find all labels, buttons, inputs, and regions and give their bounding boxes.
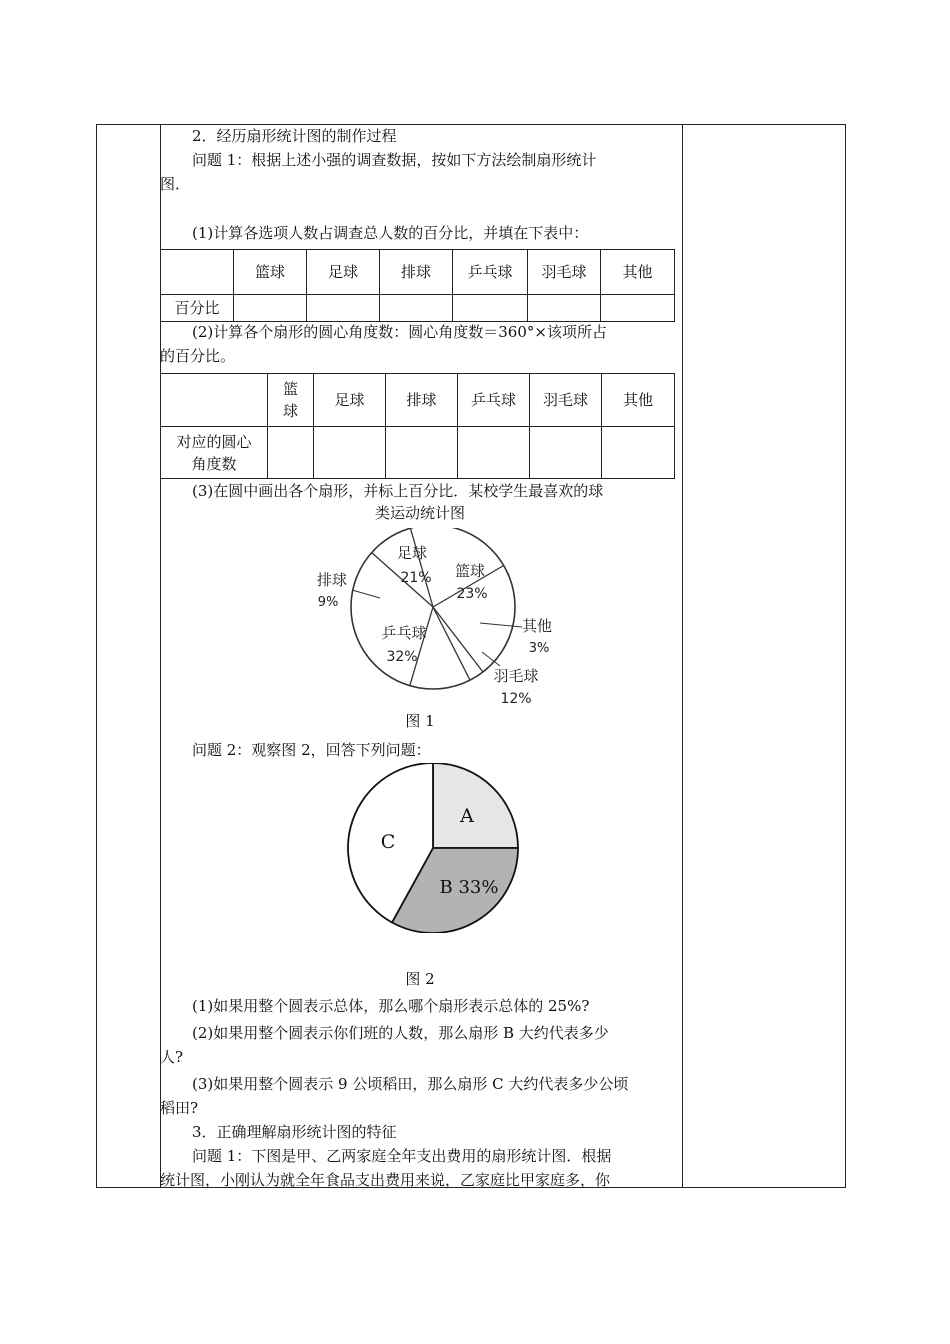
table2-cell[interactable] [458,427,530,479]
figure2-caption: 图 2 [405,970,435,988]
fig1-pct-volleyball: 9% [317,595,339,610]
question1-text-cont: 图． [160,175,191,193]
table1-cell[interactable] [307,295,380,322]
fig1-sector-boundary-4 [410,607,433,686]
fig1-label-basketball: 篮球 [454,562,486,580]
fig1-pct-basketball: 23% [456,586,488,602]
fig1-label-football: 足球 [396,544,428,562]
table2-header-badminton: 羽毛球 [530,374,602,427]
step3-text: (3)在圆中画出各个扇形，并标上百分比．某校学生最喜欢的球 [192,482,604,500]
fig1-sector-boundary-2 [433,607,483,672]
table2-cell[interactable] [314,427,386,479]
fig1-pct-football: 21% [400,570,432,586]
question2-item3-cont: 稻田? [160,1099,199,1117]
fig1-sector-boundary-0 [410,528,433,607]
table1-cell[interactable] [234,295,307,322]
fig1-label-other: 其他 [521,617,553,635]
fig1-label-volleyball: 排球 [316,571,348,589]
section3-question1-cont: 统计图，小刚认为就全年食品支出费用来说，乙家庭比甲家庭多，你 [160,1171,611,1189]
table2-row-label-line1: 对应的圆心 [176,432,252,451]
figure1-caption: 图 1 [405,712,435,730]
table2-cell[interactable] [268,427,314,479]
angle-table [160,373,675,479]
table1-header-empty [161,250,234,295]
table1-cell[interactable] [528,295,601,322]
table1-cell[interactable] [453,295,528,322]
fig2-label-c: C [380,831,396,853]
fig1-sector-boundary-3 [433,607,470,680]
fig1-label-pingpong: 乒乓球 [381,624,427,642]
table1-header-football: 足球 [307,250,380,295]
section3-heading: 3．正确理解扇形统计图的特征 [192,1123,397,1141]
table2-header-basketball-char2: 球 [282,402,298,420]
fig1-pct-pingpong: 32% [386,649,418,665]
question1-text: 问题 1：根据上述小强的调查数据，按如下方法绘制扇形统计 [192,151,597,169]
table1-cell[interactable] [601,295,675,322]
table2-header-football: 足球 [314,374,386,427]
step2-text: (2)计算各个扇形的圆心角度数：圆心角度数＝360°×该项所占 [192,323,607,341]
table1-header-other: 其他 [601,250,675,295]
section2-heading: 2．经历扇形统计图的制作过程 [192,127,397,145]
step2-text-cont: 的百分比。 [160,347,236,365]
figure1-title: 类运动统计图 [374,504,465,522]
table1-header-pingpong: 乒乓球 [453,250,528,295]
percentage-table [160,249,675,322]
table2-header-pingpong: 乒乓球 [458,374,530,427]
table2-header-other: 其他 [602,374,675,427]
step1-text: (1)计算各选项人数占调查总人数的百分比，并填在下表中： [192,224,589,242]
fig1-pct-other: 3% [528,641,550,656]
question2-intro: 问题 2：观察图 2，回答下列问题： [192,741,431,759]
section3-question1: 问题 1：下图是甲、乙两家庭全年支出费用的扇形统计图．根据 [192,1147,612,1165]
fig2-sector-a [433,763,518,848]
question2-item2-cont: 人? [160,1048,184,1066]
column-divider-right [682,125,683,1187]
question2-item1: (1)如果用整个圆表示总体，那么哪个扇形表示总体的 25%? [192,997,590,1015]
fig2-label-b: B 33% [439,877,499,898]
figure2-pie-chart [340,763,530,933]
fig1-leader-other [480,623,522,627]
fig2-label-a: A [460,805,474,827]
fig1-pct-badminton: 12% [500,691,532,707]
table2-header-basketball [268,374,314,427]
table2-row-label [161,427,268,479]
table2-cell[interactable] [530,427,602,479]
table2-header-volleyball: 排球 [386,374,458,427]
table1-cell[interactable] [380,295,453,322]
table2-cell[interactable] [602,427,675,479]
figure1-pie-chart [300,528,580,718]
table2-header-basketball-char1: 篮 [282,380,298,398]
question2-item3: (3)如果用整个圆表示 9 公顷稻田，那么扇形 C 大约代表多少公顷 [192,1075,629,1093]
table1-row-label: 百分比 [161,295,234,322]
table1-header-volleyball: 排球 [380,250,453,295]
table2-header-empty [161,374,268,427]
table1-header-badminton: 羽毛球 [528,250,601,295]
fig1-label-badminton: 羽毛球 [493,667,539,685]
table2-row-label-line2: 角度数 [191,454,237,473]
table1-header-basketball: 篮球 [234,250,307,295]
question2-item2: (2)如果用整个圆表示你们班的人数，那么扇形 B 大约代表多少 [192,1024,609,1042]
fig1-leader-volleyball [352,590,380,598]
table2-cell[interactable] [386,427,458,479]
